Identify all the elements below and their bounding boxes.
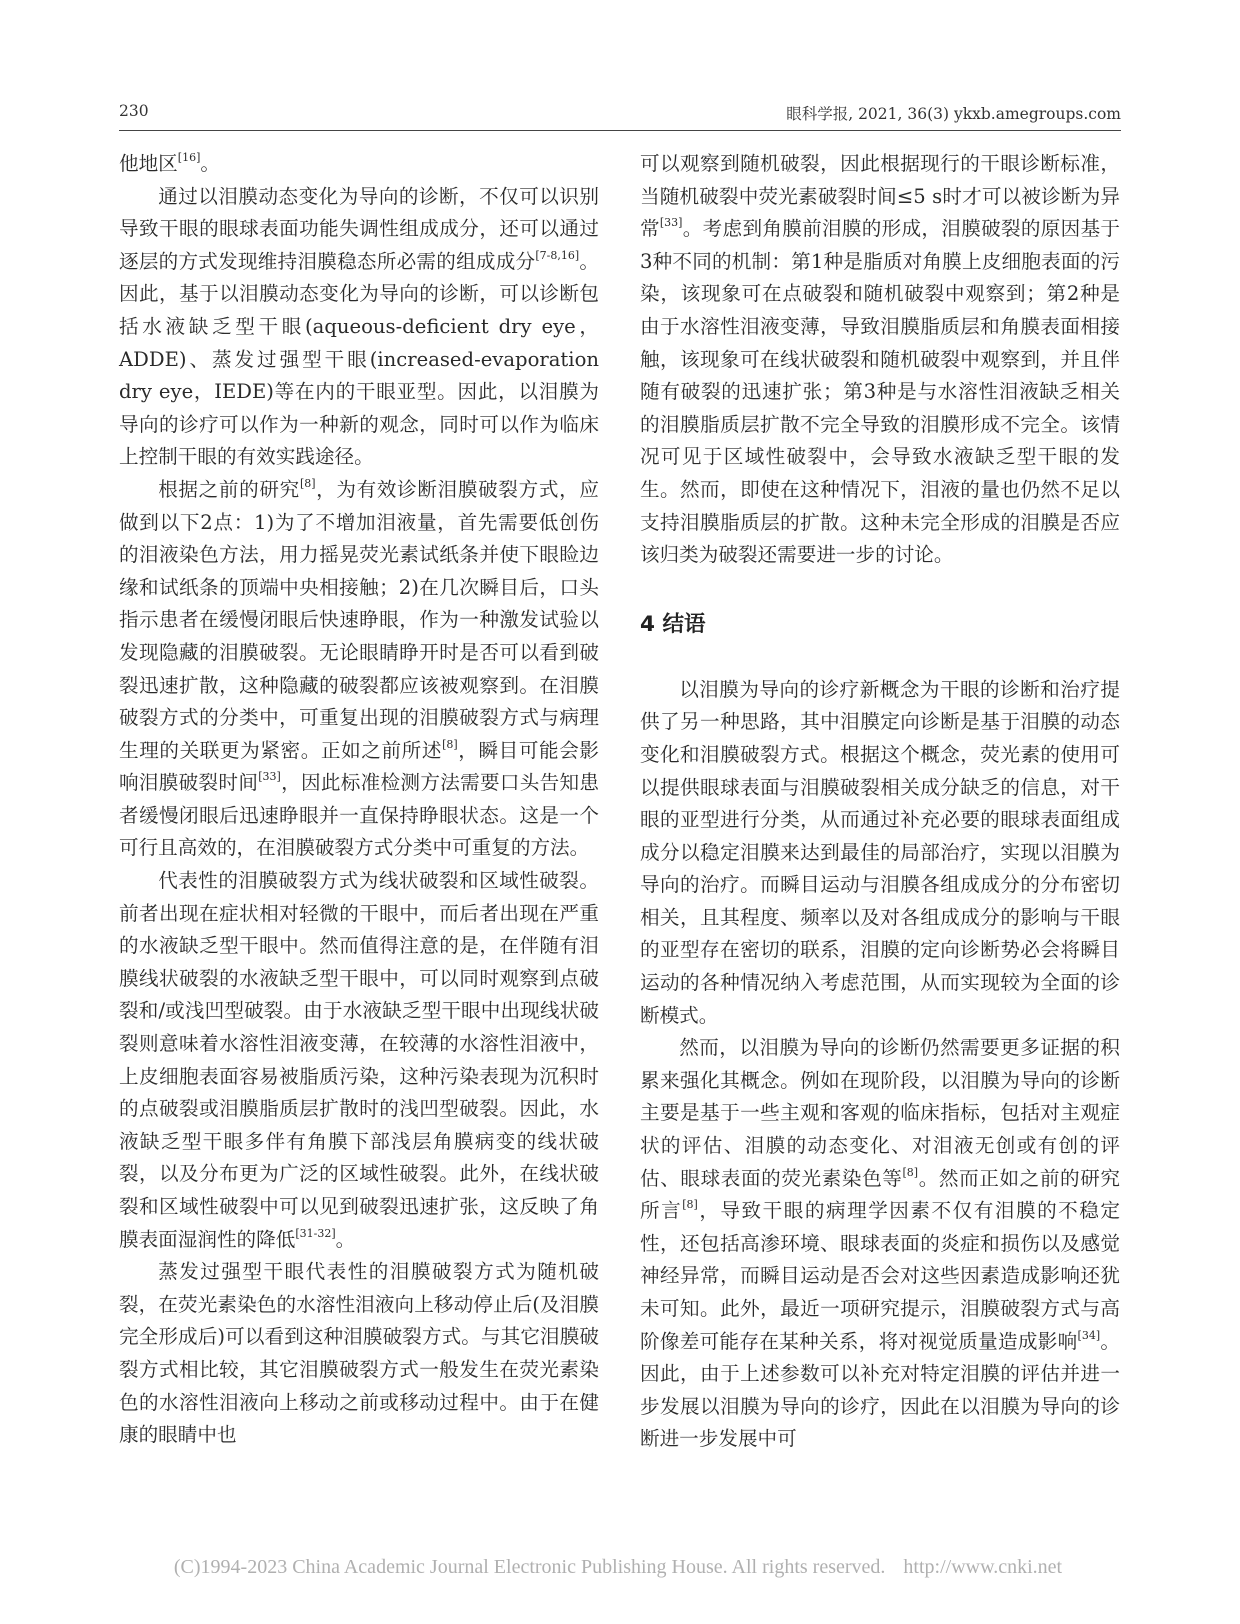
citation: [33] [258,770,281,784]
paragraph-text: 可以观察到随机破裂，因此根据现行的干眼诊断标准，当随机破裂中荧光素破裂时间≤5 s时才可以被诊断为异常 [640,152,1120,241]
citation: [7-8,16] [535,248,580,262]
page-number: 230 [119,102,149,120]
paragraph-text: 代表性的泪膜破裂方式为线状破裂和区域性破裂。前者出现在症状相对轻微的干眼中，而后者出现在严重的水液缺乏型干眼中。然而值得注意的是，在伴随有泪膜线状破裂的水液缺乏型干眼中，可以同时观察到点破裂和/或浅凹型破裂。由于水液缺乏型干眼中出现线状破裂则意味着水溶性泪液变薄，在较薄的水溶性泪液中，上皮细胞表面容易被脂质污染，这种污染表现为沉积时的点破裂或泪膜脂质层扩散时的浅凹型破裂。因此，水液缺乏型干眼多伴有角膜下部浅层角膜病变的线状破裂，以及分布更为广泛的区域性破裂。此外，在线状破裂和区域性破裂中可以见到破裂迅速扩张，这反映了角膜表面湿润性的降低 [119,869,599,1251]
paragraph-text: ，因此标准检测方法需要口头告知患者缓慢闭眼后迅速睁眼并一直保持睁眼状态。这是一个可行且高效的，在泪膜破裂方式分类中可重复的方法。 [119,771,600,860]
paragraph-text: 。考虑到角膜前泪膜的形成，泪膜破裂的原因基于3种不同的机制：第1种是脂质对角膜上皮细胞表面的污染，该现象可在点破裂和随机破裂中观察到；第2种是由于水溶性泪液变薄，导致泪膜脂质层和角膜表面相接触，该现象可在线状破裂和随机破裂中观察到，并且伴随有破裂的迅速扩张；第3种是与水溶性泪液缺乏相关的泪膜脂质层扩散不完全导致的泪膜形成不完全。该情况可见于区域性破裂中，会导致水液缺乏型干眼的发生。然而，即使在这种情况下，泪液的量也仍然不足以支持泪膜脂质层的扩散。这种未完全形成的泪膜是否应该归类为破裂还需要进一步的讨论。 [640,217,1121,567]
running-header [119,102,1121,128]
paragraph [119,474,599,865]
paragraph [119,148,599,181]
paragraph-text: 。 [335,1227,356,1251]
citation: [8] [442,737,458,751]
paragraph [119,181,599,474]
paragraph [119,865,599,1256]
copyright-watermark [38,1556,1198,1579]
section-heading: 4 结语 [640,611,706,637]
right-column [640,148,1120,1456]
copyright-text: (C)1994-2023 China Academic Journal Electronic Publishing House. All rights reserved. [173,1556,886,1578]
paragraph-text: 他地区 [119,152,178,175]
paragraph-text: ，为有效诊断泪膜破裂方式，应做到以下2点：1)为了不增加泪液量，首先需要低创伤的泪液染色方法，用力摇晃荧光素试纸条并使下眼睑边缘和试纸条的顶端中央相接触；2)在几次瞬目后，口头指示患者在缓慢闭眼后快速睁眼，作为一种激发试验以发现隐藏的泪膜破裂。无论眼睛睁开时是否可以看到破裂迅速扩散，这种隐藏的破裂都应该被观察到。在泪膜破裂方式的分类中，可重复出现的泪膜破裂方式与病理生理的关联更为紧密。正如之前所述 [119,477,600,762]
paragraph [640,674,1120,1033]
paragraph-text: ，瞬目可能会影响泪膜破裂时间 [119,738,600,795]
citation: [34] [1077,1328,1101,1342]
paragraph-text: 。因此，基于以泪膜动态变化为导向的诊断，可以诊断包括水液缺乏型干眼(aqueous-deficient dry eye，ADDE)、蒸发过强型干眼(increased-evaporation dry eye，IEDE)等在内的干眼亚型。因此，以泪膜为导向的诊疗可以作为一种新的观念，同时可以作为临床上控制干眼的有效实践途径。 [119,249,599,469]
paragraph-text: 通过以泪膜动态变化为导向的诊断，不仅可以识别导致干眼的眼球表面功能失调性组成成分，还可以通过逐层的方式发现维持泪膜稳态所必需的组成成分 [119,184,599,273]
paragraph [119,1256,599,1452]
paragraph-text: ，导致干眼的病理学因素不仅有泪膜的不稳定性，还包括高渗环境、眼球表面的炎症和损伤以及感觉神经异常，而瞬目运动是否会对这些因素造成影响还犹未可知。此外，最近一项研究提示，泪膜破裂方式与高阶像差可能存在某种关系，将对视觉质量造成影响 [640,1199,1120,1353]
citation: [8] [902,1165,919,1179]
paragraph-text: 。 [200,152,220,175]
paragraph-text: 。然而正如之前的研究所言 [640,1166,1121,1223]
header-rule [119,130,1121,131]
paragraph-text: 。因此，由于上述参数可以补充对特定泪膜的评估并进一步发展以泪膜为导向的诊疗，因此在以泪膜为导向的诊断进一步发展中可 [640,1329,1121,1451]
cnki-url: http://www.cnki.net [903,1556,1063,1578]
paragraph-text: 以泪膜为导向的诊疗新概念为干眼的诊断和治疗提供了另一种思路，其中泪膜定向诊断是基于泪膜的动态变化和泪膜破裂方式。根据这个概念，荧光素的使用可以提供眼球表面与泪膜破裂相关成分缺乏的信息，对干眼的亚型进行分类，从而通过补充必要的眼球表面组成成分以稳定泪膜来达到最佳的局部治疗，实现以泪膜为导向的治疗。而瞬目运动与泪膜各组成成分的分布密切相关，且其程度、频率以及对各组成成分的影响与干眼的亚型存在密切的联系，泪膜的定向诊断势必会将瞬目运动的各种情况纳入考虑范围，从而实现较为全面的诊断模式。 [640,677,1120,1027]
paragraph [640,148,1120,572]
paragraph-text: 根据之前的研究 [158,477,300,501]
paragraph-text: 蒸发过强型干眼代表性的泪膜破裂方式为随机破裂，在荧光素染色的水溶性泪液向上移动停止后(及泪膜完全形成后)可以看到这种泪膜破裂方式。与其它泪膜破裂方式相比较，其它泪膜破裂方式一般发生在荧光素染色的水溶性泪液向上移动之前或移动过程中。由于在健康的眼睛中也 [119,1260,599,1447]
citation: [8] [682,1198,698,1212]
citation: [8] [299,476,316,490]
journal-citation: 眼科学报, 2021, 36(3) ykxb.amegroups.com [786,105,1121,123]
paragraph [640,1032,1120,1456]
left-column [119,148,599,1452]
paragraph-text: 然而，以泪膜为导向的诊断仍然需要更多证据的积累来强化其概念。例如在现阶段，以泪膜为导向的诊断主要是基于一些主观和客观的临床指标，包括对主观症状的评估、泪膜的动态变化、对泪液无创或有创的评估、眼球表面的荧光素染色等 [640,1036,1120,1190]
citation: [33] [659,216,683,230]
citation: [16] [177,151,201,164]
citation: [31-32] [295,1226,336,1240]
